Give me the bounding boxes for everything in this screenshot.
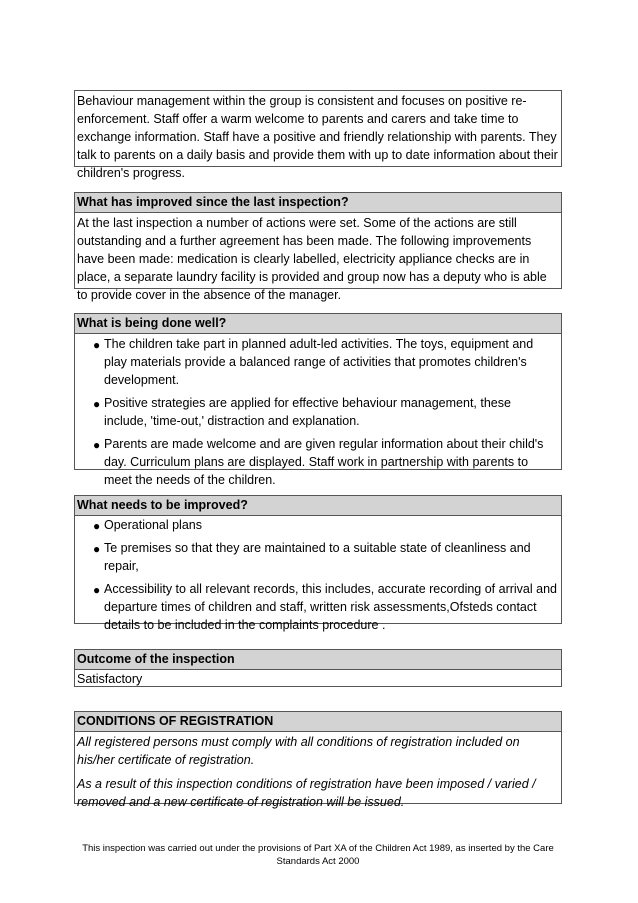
- bullet-text: The children take part in planned adult-led activities. The toys, equipment and play materials provide a balanced range of activities that promotes children's development.: [104, 337, 534, 387]
- footer-note: This inspection was carried out under the provisions of Part XA of the Children Act 1989, as inserted by the Care Standards Act 2000: [82, 843, 554, 867]
- needs-improve-section: [74, 495, 562, 632]
- improved-section: [74, 192, 562, 302]
- needs-improve-heading: What needs to be improved?: [75, 496, 561, 516]
- done-well-heading: What is being done well?: [75, 314, 561, 334]
- improved-text: At the last inspection a number of actions were set. Some of the actions are still outstanding and a further agreement has been made. The following improvements have been made: medication is clearly labelled, electricity appliance checks are in place, a separate laundry facility is provided and group now has a deputy who is able to provide cover in the absence of the manager.: [77, 216, 547, 302]
- bullet-text: Operational plans: [104, 518, 202, 532]
- outcome-heading: Outcome of the inspection: [75, 650, 561, 670]
- behaviour-text: Behaviour management within the group is consistent and focuses on positive re-enforcement. Staff offer a warm welcome to parents and carers and take time to exchange information. Staff have a positive and friendly relationship with parents. They talk to parents on a daily basis and provide them with up to date information about their children's progress.: [77, 94, 558, 180]
- conditions-heading: CONDITIONS OF REGISTRATION: [75, 712, 561, 732]
- bullet-icon: ●: [93, 438, 101, 452]
- conditions-paragraph-2: As a result of this inspection conditions of registration have been imposed / varied / removed and a new certificate of registration will be issued.: [77, 777, 536, 809]
- bullet-text: Te premises so that they are maintained to a suitable state of cleanliness and repair,: [104, 541, 531, 573]
- bullet-text: Parents are made welcome and are given regular information about their child's day. Curriculum plans are displayed. Staff work in partnership with parents to meet the needs of the children.: [104, 437, 544, 487]
- list-item: [75, 335, 557, 389]
- conditions-section: [74, 711, 562, 809]
- bullet-icon: ●: [93, 542, 101, 556]
- done-well-list: [75, 335, 561, 489]
- outcome-value: Satisfactory: [77, 672, 143, 686]
- needs-improve-list: [75, 516, 561, 634]
- outcome-section: [74, 649, 562, 687]
- behaviour-box: [74, 90, 562, 180]
- bullet-text: Accessibility to all relevant records, this includes, accurate recording of arrival and departure times of children and staff, written risk assessments,Ofsteds contact details to be included in the complaints procedure .: [104, 582, 557, 632]
- bullet-icon: ●: [93, 338, 101, 352]
- improved-heading: What has improved since the last inspection?: [75, 193, 561, 213]
- bullet-icon: ●: [93, 397, 101, 411]
- list-item: [75, 539, 557, 575]
- list-item: [75, 516, 557, 534]
- bullet-icon: ●: [93, 519, 101, 533]
- conditions-paragraph-1: All registered persons must comply with all conditions of registration included on his/her certificate of registration.: [77, 735, 520, 767]
- list-item: [75, 435, 557, 489]
- bullet-icon: ●: [93, 583, 101, 597]
- list-item: [75, 580, 557, 634]
- done-well-section: [74, 313, 562, 487]
- bullet-text: Positive strategies are applied for effective behaviour management, these include, 'time-out,' distraction and explanation.: [104, 396, 511, 428]
- list-item: [75, 394, 557, 430]
